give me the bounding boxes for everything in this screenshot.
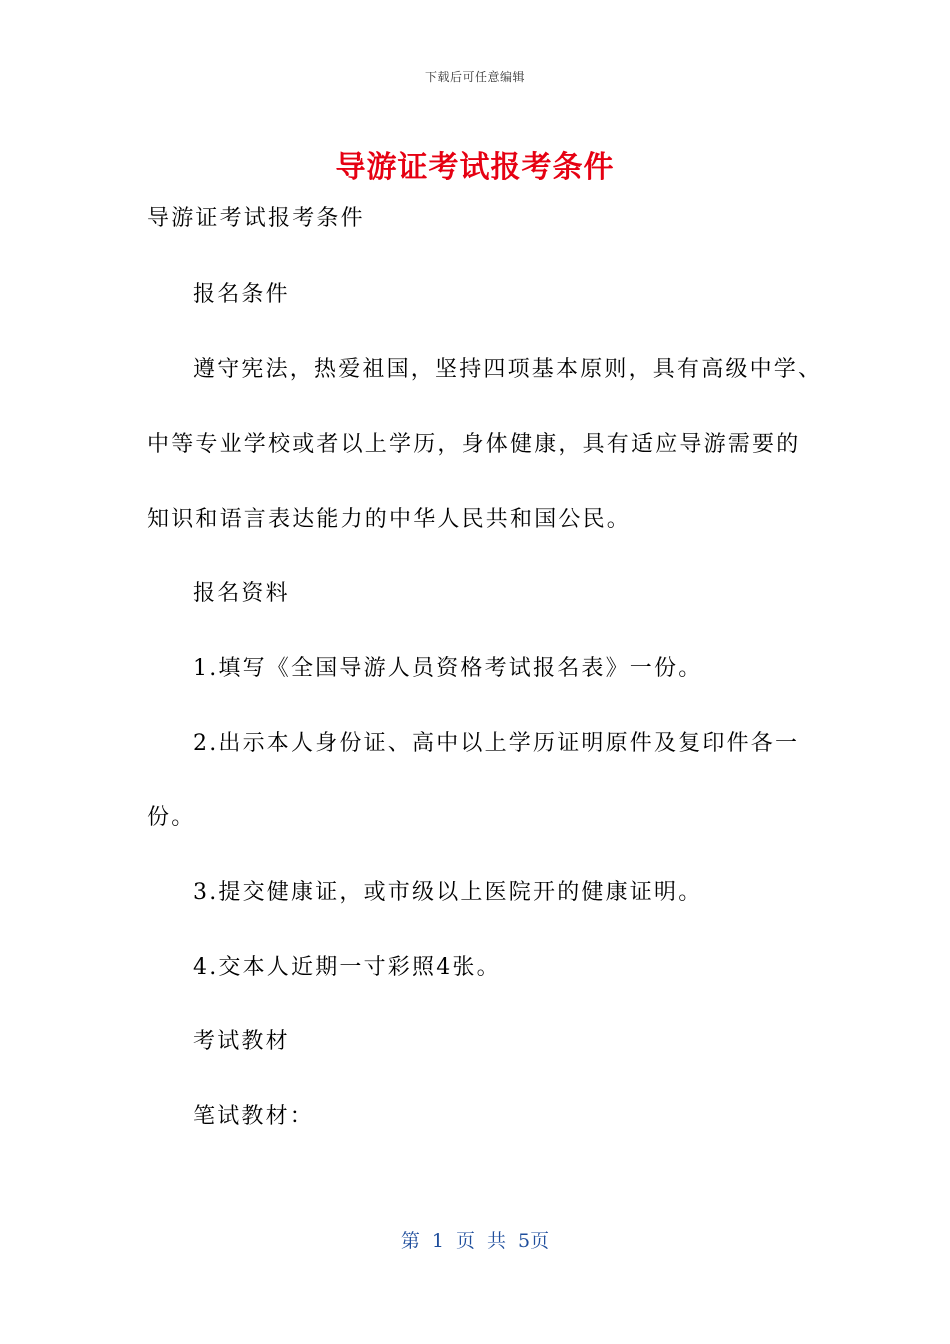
paragraph-line: 中等专业学校或者以上学历，身体健康，具有适应导游需要的 bbox=[147, 432, 801, 457]
page-label-mid: 页 共 bbox=[455, 1230, 507, 1252]
list-item: 1.填写《全国导游人员资格考试报名表》一份。 bbox=[193, 656, 703, 681]
page-total: 5页 bbox=[518, 1230, 550, 1252]
list-item-continuation: 份。 bbox=[147, 805, 196, 830]
list-item: 2.出示本人身份证、高中以上学历证明原件及复印件各一 bbox=[193, 731, 800, 756]
paragraph-line: 知识和语言表达能力的中华人民共和国公民。 bbox=[147, 507, 632, 532]
section-heading-registration-materials: 报名资料 bbox=[193, 581, 290, 606]
paragraph-subtitle: 导游证考试报考条件 bbox=[147, 206, 365, 231]
section-heading-written-materials: 笔试教材： bbox=[193, 1104, 315, 1129]
page-footer bbox=[0, 1226, 950, 1253]
page-current: 1 bbox=[431, 1230, 444, 1252]
page-label-prefix: 第 bbox=[400, 1230, 420, 1252]
list-item: 3.提交健康证，或市级以上医院开的健康证明。 bbox=[193, 880, 703, 905]
paragraph-line: 遵守宪法，热爱祖国，坚持四项基本原则，具有高级中学、 bbox=[193, 357, 823, 382]
document-title: 导游证考试报考条件 bbox=[335, 150, 615, 185]
section-heading-exam-materials: 考试教材 bbox=[193, 1029, 290, 1054]
header-note: 下载后可任意编辑 bbox=[424, 70, 525, 84]
section-heading-registration-conditions: 报名条件 bbox=[193, 282, 290, 307]
list-item: 4.交本人近期一寸彩照4张。 bbox=[193, 955, 501, 980]
